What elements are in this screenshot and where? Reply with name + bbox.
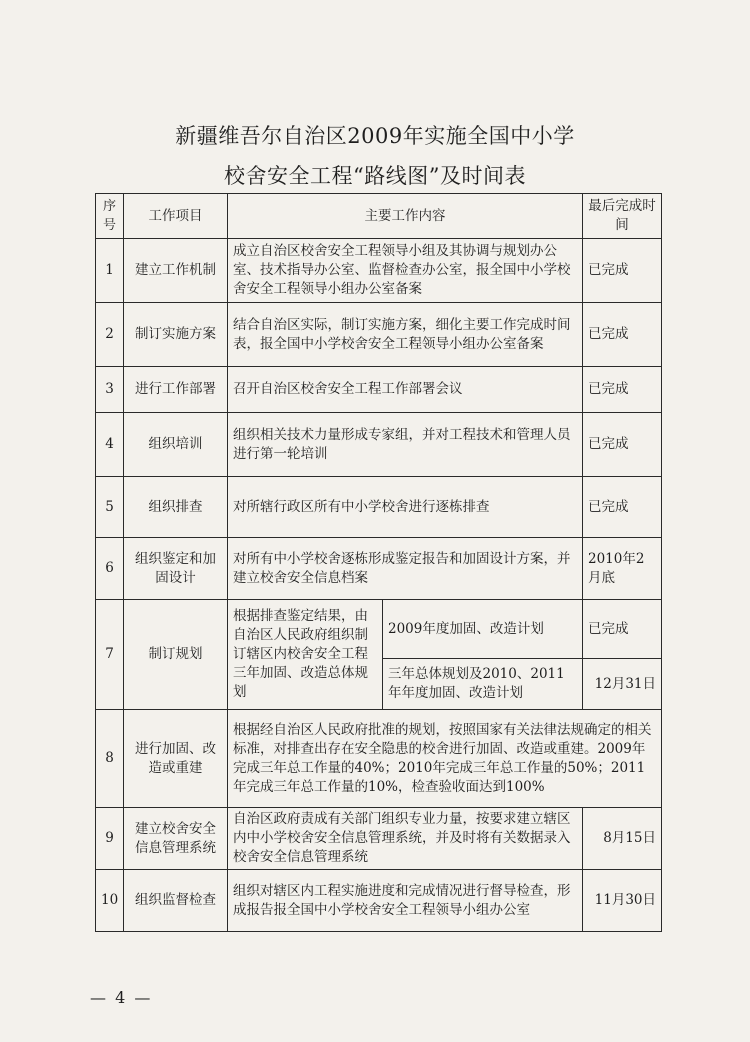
row-number: 7 [96,600,124,710]
row-work-item: 建立工作机制 [124,239,228,303]
row-deadline: 11月30日 [583,870,662,932]
row-content: 结合自治区实际，制订实施方案，细化主要工作完成时间表，报全国中小学校舍安全工程领导小组办公室备案 [228,303,583,367]
row-number: 3 [96,367,124,413]
row-deadline: 2010年2月底 [583,538,662,600]
row-number: 1 [96,239,124,303]
header-deadline: 最后完成时间 [583,194,662,239]
row-content: 召开自治区校舍安全工程工作部署会议 [228,367,583,413]
row-number: 10 [96,870,124,932]
row-number: 4 [96,413,124,477]
row-deadline: 已完成 [583,600,662,659]
table-row [96,600,662,659]
row-content: 对所辖行政区所有中小学校舍进行逐栋排查 [228,477,583,538]
row-sub-content: 2009年度加固、改造计划 [383,600,583,659]
row-work-item: 组织培训 [124,413,228,477]
row-work-item: 进行加固、改造或重建 [124,710,228,808]
row-deadline: 12月31日 [583,659,662,710]
row-work-item: 组织鉴定和加固设计 [124,538,228,600]
row-content: 组织对辖区内工程实施进度和完成情况进行督导检查，形成报告报全国中小学校舍安全工程领导小组办公室 [228,870,583,932]
row-content: 自治区政府责成有关部门组织专业力量，按要求建立辖区内中小学校舍安全信息管理系统，并及时将有关数据录入校舍安全信息管理系统 [228,808,583,870]
table-row [96,477,662,538]
table-row [96,538,662,600]
document-title-line-2: 校舍安全工程“路线图”及时间表 [224,164,526,188]
row-number: 9 [96,808,124,870]
row-deadline: 8月15日 [583,808,662,870]
row-sub-content: 三年总体规划及2010、2011年年度加固、改造计划 [383,659,583,710]
row-deadline: 已完成 [583,413,662,477]
row-work-item: 进行工作部署 [124,367,228,413]
row-content: 对所有中小学校舍逐栋形成鉴定报告和加固设计方案，并建立校舍安全信息档案 [228,538,583,600]
table-row [96,710,662,808]
document-title-line-1: 新疆维吾尔自治区2009年实施全国中小学 [175,124,575,148]
schedule-table [95,193,662,932]
row-number: 6 [96,538,124,600]
header-main-content: 主要工作内容 [228,194,583,239]
row-work-item: 制订规划 [124,600,228,710]
row-content: 根据排查鉴定结果，由自治区人民政府组织制订辖区内校舍安全工程三年加固、改造总体规划 [228,600,383,710]
row-work-item: 建立校舍安全信息管理系统 [124,808,228,870]
header-number: 序号 [96,194,124,239]
row-number: 2 [96,303,124,367]
table-row [96,239,662,303]
row-content: 成立自治区校舍安全工程领导小组及其协调与规划办公室、技术指导办公室、监督检查办公室，报全国中小学校舍安全工程领导小组办公室备案 [228,239,583,303]
row-content: 组织相关技术力量形成专家组，并对工程技术和管理人员进行第一轮培训 [228,413,583,477]
row-deadline: 已完成 [583,367,662,413]
header-work-item: 工作项目 [124,194,228,239]
table-row [96,303,662,367]
row-number: 8 [96,710,124,808]
row-deadline: 已完成 [583,239,662,303]
table-row [96,870,662,932]
table-row [96,413,662,477]
row-work-item: 组织监督检查 [124,870,228,932]
page-number: — 4 — [90,988,153,1007]
table-row [96,808,662,870]
row-number: 5 [96,477,124,538]
row-work-item: 制订实施方案 [124,303,228,367]
row-work-item: 组织排查 [124,477,228,538]
table-header-row [96,194,662,239]
row-deadline: 已完成 [583,303,662,367]
row-content: 根据经自治区人民政府批准的规划，按照国家有关法律法规确定的相关标准，对排查出存在安全隐患的校舍进行加固、改造或重建。2009年完成三年总工作量的40%；2010年完成三年总工作量的50%；2011年完成三年总工作量的10%，检查验收面达到100% [228,710,662,808]
table-row [96,367,662,413]
row-deadline: 已完成 [583,477,662,538]
